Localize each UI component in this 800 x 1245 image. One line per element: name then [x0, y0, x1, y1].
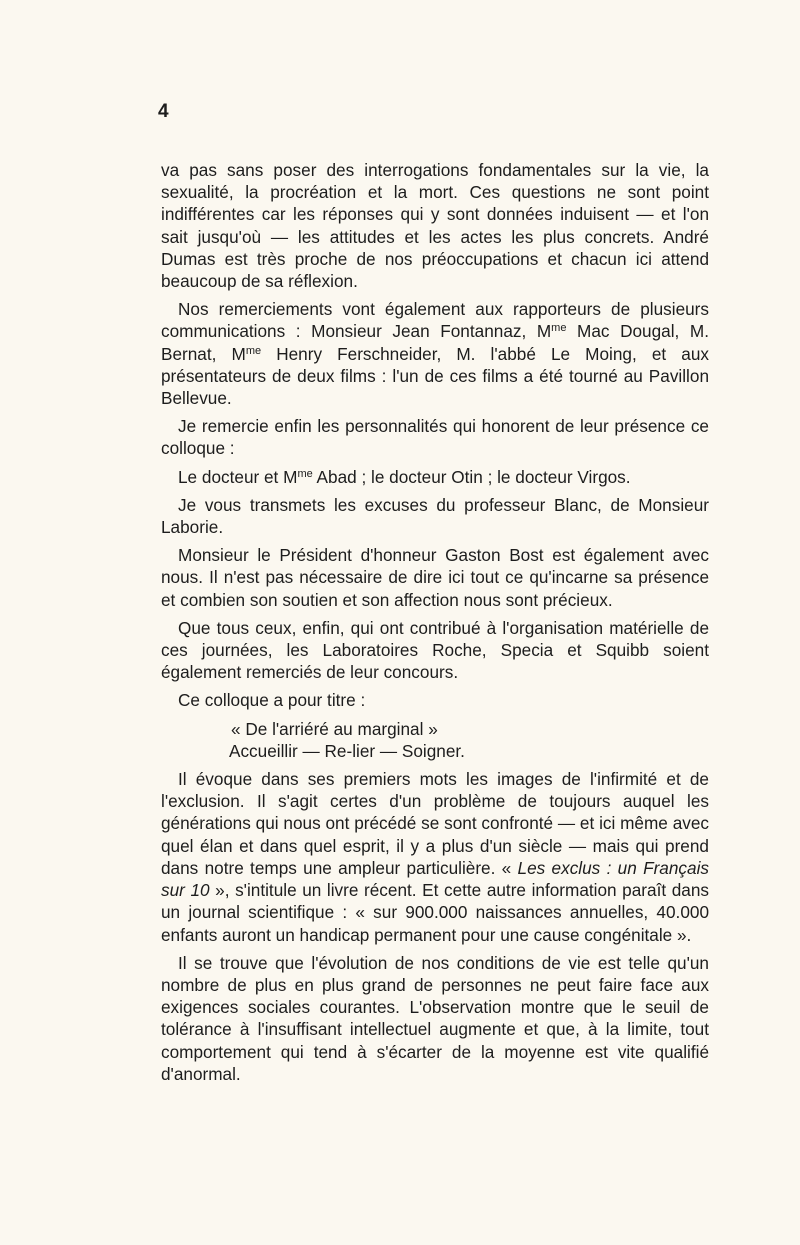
paragraph-1: va pas sans poser des interrogations fondamentales sur la vie, la sexualité, la procréation et la mort. Ces questions ne sont point indifférentes car les réponses qui y sont données induisent — et l'on sait jusqu'où — les attitudes et les actes les plus concrets. André Dumas est très proche de nos préoccupations et chacun ici attend beaucoup de sa réflexion. — [161, 160, 709, 292]
paragraph-3: Je remercie enfin les personnalités qui honorent de leur présence ce colloque : — [161, 416, 709, 459]
paragraph-8: Ce colloque a pour titre : — [178, 690, 366, 711]
paragraph-4 — [161, 466, 709, 488]
page-number: 4 — [158, 101, 169, 122]
paragraph-4-text-b: Abad ; le docteur Otin ; le docteur Virgos. — [312, 466, 631, 487]
paragraph-5: Je vous transmets les excuses du professeur Blanc, de Monsieur Laborie. — [161, 494, 709, 538]
paragraph-2-text-a: Nos remerciements vont également aux rapporteurs de plusieurs communications : Monsieur Jean Fontannaz, M — [161, 299, 709, 342]
paragraph-9-text-a: Il évoque dans ses premiers mots les images de l'infirmité et de l'exclusion. Il s'agit certes d'un problème de toujours auquel les générations qui nous ont précédé se sont confronté — et ici même avec quel élan et dans quel esprit, il y a plus d'un siècle — mais qui prend dans notre temps une ampleur particulière. « — [161, 769, 709, 878]
paragraph-2-text-c: Henry Ferschneider, M. l'abbé Le Moing, et aux présentateurs de deux films : l'un de ces films a été tourné au Pavillon Bellevue. — [161, 343, 709, 409]
paragraph-10: Il se trouve que l'évolution de nos conditions de vie est telle qu'un nombre de plus en plus grand de personnes ne peut faire face aux exigences sociales courantes. L'observation montre que le seuil de tolérance à l'insuffisant intellectuel augmente et que, à la limite, tout comportement qui tend à s'écarter de la moyenne est vite qualifié d'anormal. — [161, 952, 709, 1084]
paragraph-9 — [161, 768, 709, 946]
paragraph-4-text-a: Le docteur et M — [178, 466, 298, 487]
paragraph-9-text-b: », s'intitule un livre récent. Et cette autre information paraît dans un journal scientifique : « sur 900.000 naissances annuelles, 40.000 enfants auront un handicap permanent pour une cause congénitale ». — [161, 880, 709, 945]
paragraph-2 — [161, 298, 709, 409]
colloquium-title-line-2: Accueillir — Re-lier — Soigner. — [229, 740, 465, 761]
paragraph-2-text-b: Mac Dougal, M. Bernat, M — [161, 321, 709, 364]
colloquium-title — [161, 718, 709, 762]
paragraph-6: Monsieur le Président d'honneur Gaston Bost est également avec nous. Il n'est pas nécessaire de dire ici tout ce qu'incarne sa présence et combien son soutien et son affection nous sont précieux. — [161, 545, 709, 610]
superscript-me-1: me — [551, 322, 567, 335]
superscript-me-3: me — [297, 467, 313, 480]
colloquium-title-line-1: « De l'arriéré au marginal » — [231, 718, 438, 739]
body-text — [161, 159, 709, 1091]
paragraph-7: Que tous ceux, enfin, qui ont contribué à l'organisation matérielle de ces journées, les Laboratoires Roche, Specia et Squibb soient également remerciés de leur concours. — [161, 617, 709, 683]
superscript-me-2: me — [245, 344, 262, 357]
book-title: Les exclus : un Français sur 10 — [161, 857, 709, 901]
